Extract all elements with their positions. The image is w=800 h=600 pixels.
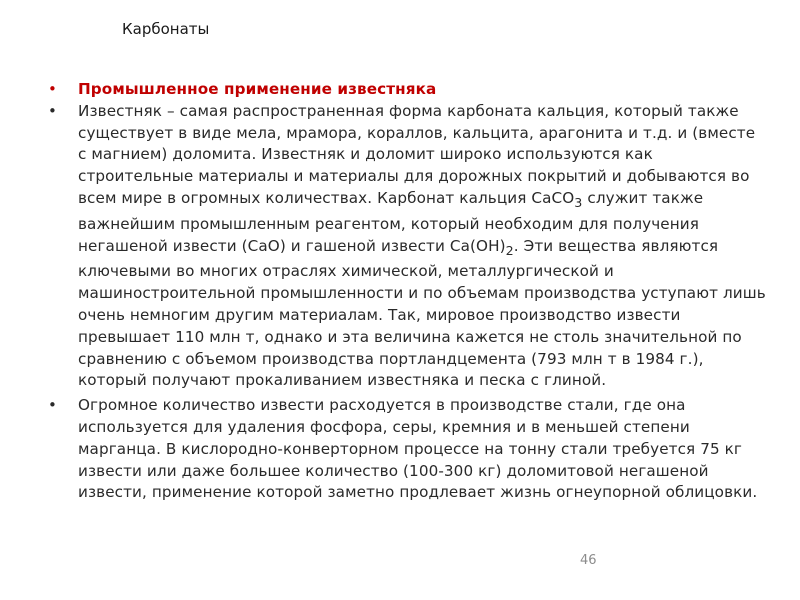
bullet-marker: • <box>48 101 57 120</box>
subscript-3: 3 <box>574 195 583 211</box>
paragraph-text-part2: служит также важнейшим промышленным реагентом, который необходим для получения негашеной извести (CaO) и гашеной извести Ca(OH) <box>78 188 704 255</box>
page-number: 46 <box>580 553 597 568</box>
slide-title: Карбонаты <box>122 20 210 38</box>
bullet-item-limestone <box>48 101 768 392</box>
bullet-marker: • <box>48 80 57 98</box>
bullet-item-steel <box>48 395 768 504</box>
bullet-marker: • <box>48 396 57 415</box>
paragraph-text: Огромное количество извести расходуется в производстве стали, где она используется для удаления фосфора, серы, кремния и в меньшей степени марганца. В кислородно-конверторном процессе на тонну стали требуется 75 кг извести или даже большее количество (100-300 кг) доломитовой негашеной извести, применение которой заметно продлевает жизнь огнеупорной облицовки. <box>78 396 758 502</box>
subscript-2: 2 <box>505 242 514 258</box>
paragraph-text-part1: Известняк – самая распространенная форма карбоната кальция, который также существует в виде мела, мрамора, кораллов, кальцита, арагонита и т.д. и (вместе с магнием) доломита. Известняк и доломит широко используются как строительные материалы и материалы для дорожных покрытий и добываются во всем мире в огромных количествах. Карбонат кальция CaCO <box>78 101 756 207</box>
bullet-item-heading <box>48 79 768 101</box>
paragraph-text-part3: . Эти вещества являются ключевыми во многих отраслях химической, металлургической и машиностроительной промышленности и по объемам производства уступают лишь очень немногим другим материалам. Так, мировое производство извести превышает 110 млн т, однако и эта величина кажется не столь значительной по сравнению с объемом производства портландцемента (793 млн т в 1984 г.), который получают прокаливанием известняка и песка с глиной. <box>78 236 766 390</box>
bullet-list <box>48 79 768 504</box>
section-heading: Промышленное применение известняка <box>78 80 437 98</box>
